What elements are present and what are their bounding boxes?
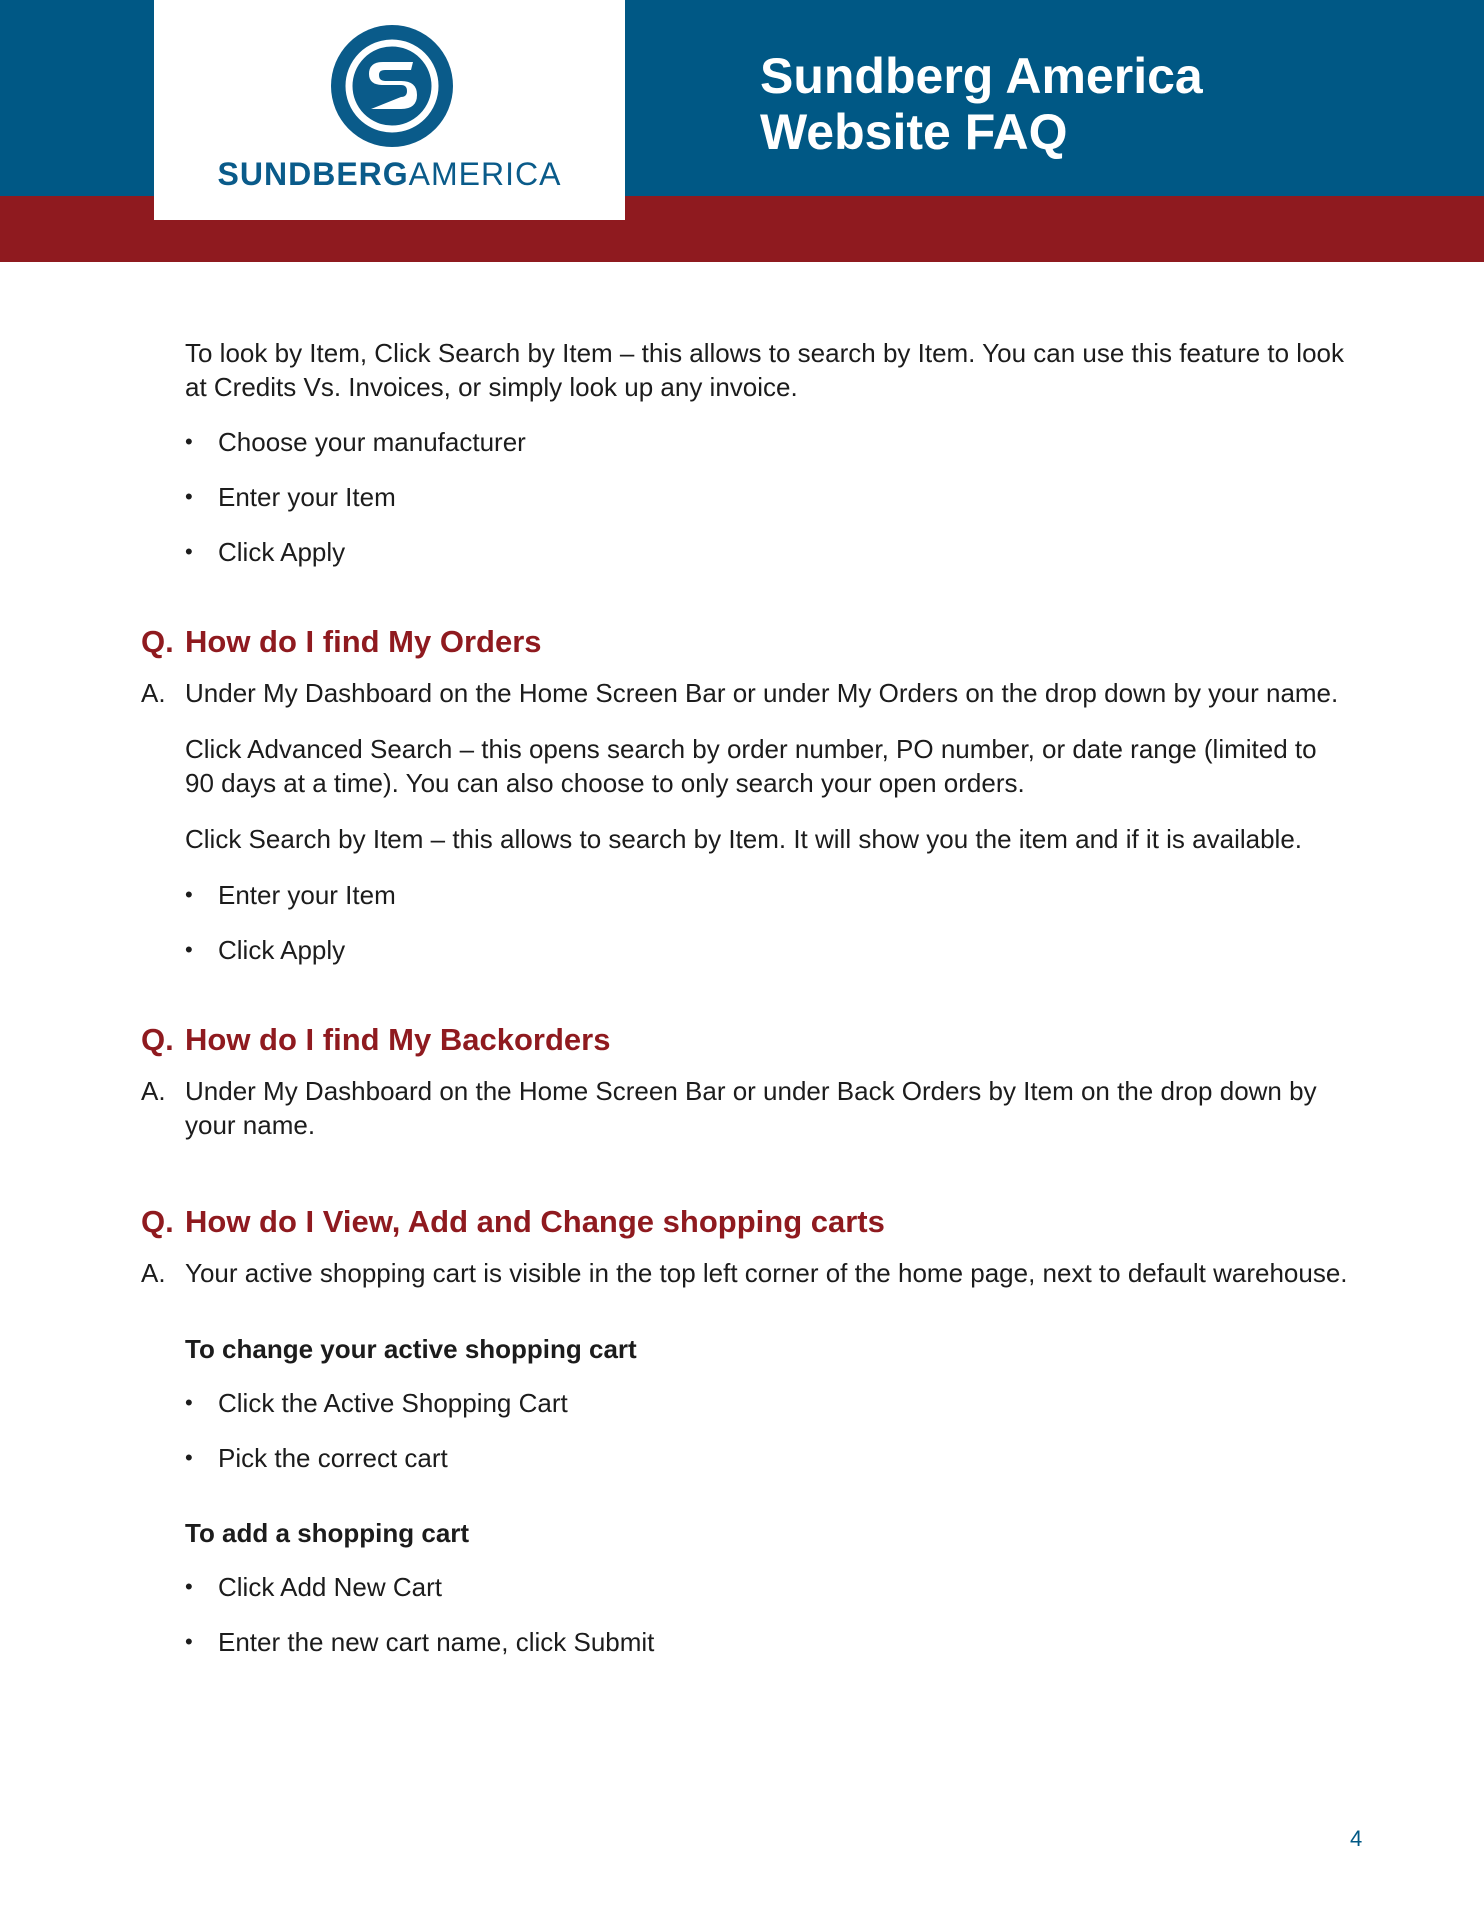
list-item: • Click Apply	[185, 933, 1351, 967]
question-prefix: Q.	[141, 624, 174, 659]
list-item: • Pick the correct cart	[185, 1441, 1351, 1475]
intro-paragraph: To look by Item, Click Search by Item – this allows to search by Item. You can use this feature to look at Credits Vs. Invoices, or simply look up any invoice.	[185, 338, 1345, 402]
subheading: To change your active shopping cart	[185, 1334, 637, 1364]
list-item: • Click Add New Cart	[185, 1570, 1351, 1604]
logo	[154, 0, 625, 220]
list-item: • Click Apply	[185, 535, 1351, 569]
list-item: • Enter your Item	[185, 878, 1351, 912]
list-item: • Click the Active Shopping Cart	[185, 1386, 1351, 1420]
intro-bullet-list	[141, 425, 1351, 569]
answer-prefix: A.	[141, 1076, 166, 1106]
answer-prefix: A.	[141, 1258, 166, 1288]
question-text: How do I View, Add and Change shopping carts	[185, 1204, 885, 1239]
sundberg-logo-icon	[331, 25, 453, 147]
answer-text: Under My Dashboard on the Home Screen Bar or under My Orders on the drop down by your name.	[185, 678, 1339, 708]
answer-paragraph: Click Search by Item – this allows to search by Item. It will show you the item and if it is available.	[185, 824, 1303, 854]
list-item: • Enter the new cart name, click Submit	[185, 1625, 1351, 1659]
list-item: • Enter your Item	[185, 480, 1351, 514]
orders-bullet-list	[141, 878, 1351, 967]
question-text: How do I find My Orders	[185, 624, 542, 659]
list-item: • Choose your manufacturer	[185, 425, 1351, 459]
answer-text: Under My Dashboard on the Home Screen Bar or under Back Orders by Item on the drop down by your name.	[185, 1076, 1317, 1140]
question-prefix: Q.	[141, 1022, 174, 1057]
question-heading	[141, 1020, 1351, 1060]
change-cart-bullet-list	[141, 1386, 1351, 1475]
faq-content	[141, 336, 1351, 1680]
answer	[141, 1074, 1351, 1142]
question-prefix: Q.	[141, 1204, 174, 1239]
question-heading	[141, 1202, 1351, 1242]
question-text: How do I find My Backorders	[185, 1022, 611, 1057]
answer-text: Your active shopping cart is visible in the top left corner of the home page, next to default warehouse.	[185, 1258, 1348, 1288]
answer-prefix: A.	[141, 678, 166, 708]
add-cart-bullet-list	[141, 1570, 1351, 1659]
subheading: To add a shopping cart	[185, 1518, 470, 1548]
logo-wordmark: SUNDBERGAMERICA	[217, 156, 562, 192]
answer	[141, 1256, 1351, 1290]
page-title: Sundberg America Website FAQ	[760, 48, 1203, 160]
answer	[141, 676, 1351, 710]
page-number: 4	[1350, 1826, 1363, 1851]
question-heading	[141, 622, 1351, 662]
answer-paragraph: Click Advanced Search – this opens search by order number, PO number, or date range (limited to 90 days at a time). You can also choose to only search your open orders.	[185, 734, 1317, 798]
